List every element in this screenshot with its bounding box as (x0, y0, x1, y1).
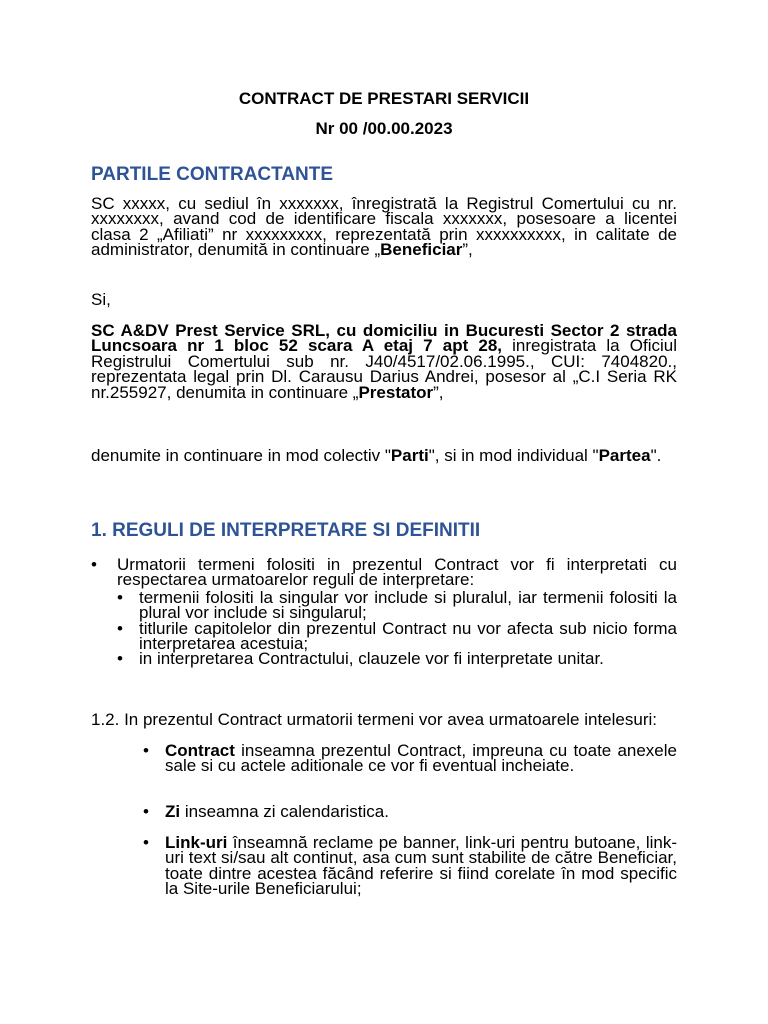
beneficiary-text: SC xxxxx, cu sediul în xxxxxxx, înregistrată la Registrul Comertului cu nr. xxxxxxxx, avand cod de identificare fiscala xxxxxxx, posesoare a licentei clasa 2 „Afiliati” nr xxxxxxxxx, reprezentată prin xxxxxxxxxx, in calitate de administrator, denumită in continuare „ (91, 194, 677, 260)
provider-name: Prestator (358, 382, 434, 402)
beneficiary-end: ”, (462, 240, 473, 260)
rule-text: termenii folositi la singular vor include si pluralul, iar termenii folositi la plural vor include si singularul; (139, 587, 677, 623)
definition-text: inseamna zi calendaristica. (180, 802, 389, 821)
list-item (117, 649, 677, 669)
definition-term: Contract (165, 741, 235, 760)
provider-end: ”, (433, 382, 444, 402)
clause-1-2: 1.2. In prezentul Contract urmatorii termeni vor avea urmatoarele intelesuri: (91, 710, 657, 729)
beneficiary-name: Beneficiar (380, 240, 463, 260)
collective-mid: ", si in mod individual " (428, 446, 599, 465)
provider-paragraph (91, 323, 677, 400)
si-text: Si, (91, 290, 111, 309)
bullet-icon: • (143, 802, 149, 821)
list-item (143, 835, 677, 897)
provider-identity: SC A&DV Prest Service SRL, cu domiciliu in Bucuresti Sector 2 strada Luncsoara nr 1 bloc 52 scara A etaj 7 apt 28, (91, 321, 677, 356)
definition-text: înseamnă reclame pe banner, link-uri pentru butoane, link-uri text si/sau alt continut, asa cum sunt stabilite de către Beneficiar, toate dintre acestea făcând referire si fiind corelate în mod specific la Site-urile Beneficiarului; (165, 833, 677, 899)
definitions-list (143, 743, 677, 774)
collective-paragraph (91, 448, 677, 463)
list-item (117, 618, 677, 654)
definitions-list (143, 804, 677, 819)
list-item (91, 557, 677, 667)
contract-number: Nr 00 /00.00.2023 (315, 119, 453, 138)
provider-text: inregistrata la Oficiul Registrului Comertului sub nr. J40/4517/02.06.1995., CUI: 7404820., reprezentata legal prin Dl. Carausu Darius Andrei, posesor al „C.I Seria RK nr.255927, denumita in continuare „ (91, 336, 677, 402)
term-parti: Parti (390, 446, 429, 465)
rule-text: in interpretarea Contractului, clauzele vor fi interpretate unitar. (139, 649, 604, 669)
definition-term: Zi (165, 802, 181, 821)
interpretation-list (91, 557, 677, 667)
bullet-icon: • (143, 741, 149, 760)
contract-title: CONTRACT DE PRESTARI SERVICII (238, 89, 530, 108)
list-item (117, 587, 677, 623)
collective-start: denumite in continuare in mod colectiv " (91, 446, 391, 465)
collective-end: ". (650, 446, 662, 465)
bullet-icon: • (117, 649, 123, 669)
definitions-list (143, 835, 677, 897)
interpretation-intro: Urmatorii termeni folositi in prezentul Contract vor fi interpretati cu respectarea urmatoarelor reguli de interpretare: (117, 555, 677, 590)
bullet-icon: • (117, 587, 123, 607)
definition-term: Link-uri (165, 833, 228, 852)
bullet-icon: • (143, 833, 149, 852)
definition-text: inseamna prezentul Contract, impreuna cu toate anexele sale si cu actele aditionale ce vor fi eventual incheiate. (165, 741, 677, 776)
list-item (143, 743, 677, 774)
section-heading-definitions: 1. REGULI DE INTERPRETARE SI DEFINITII (91, 520, 481, 541)
interpretation-rules (117, 587, 677, 669)
bullet-icon: • (91, 555, 97, 574)
list-item (143, 804, 677, 819)
rule-text: titlurile capitolelor din prezentul Contract nu vor afecta sub nicio forma interpretarea acestuia; (139, 618, 677, 654)
beneficiary-paragraph (91, 196, 677, 258)
bullet-icon: • (117, 618, 123, 638)
section-heading-parties: PARTILE CONTRACTANTE (91, 164, 334, 185)
term-partea: Partea (598, 446, 651, 465)
